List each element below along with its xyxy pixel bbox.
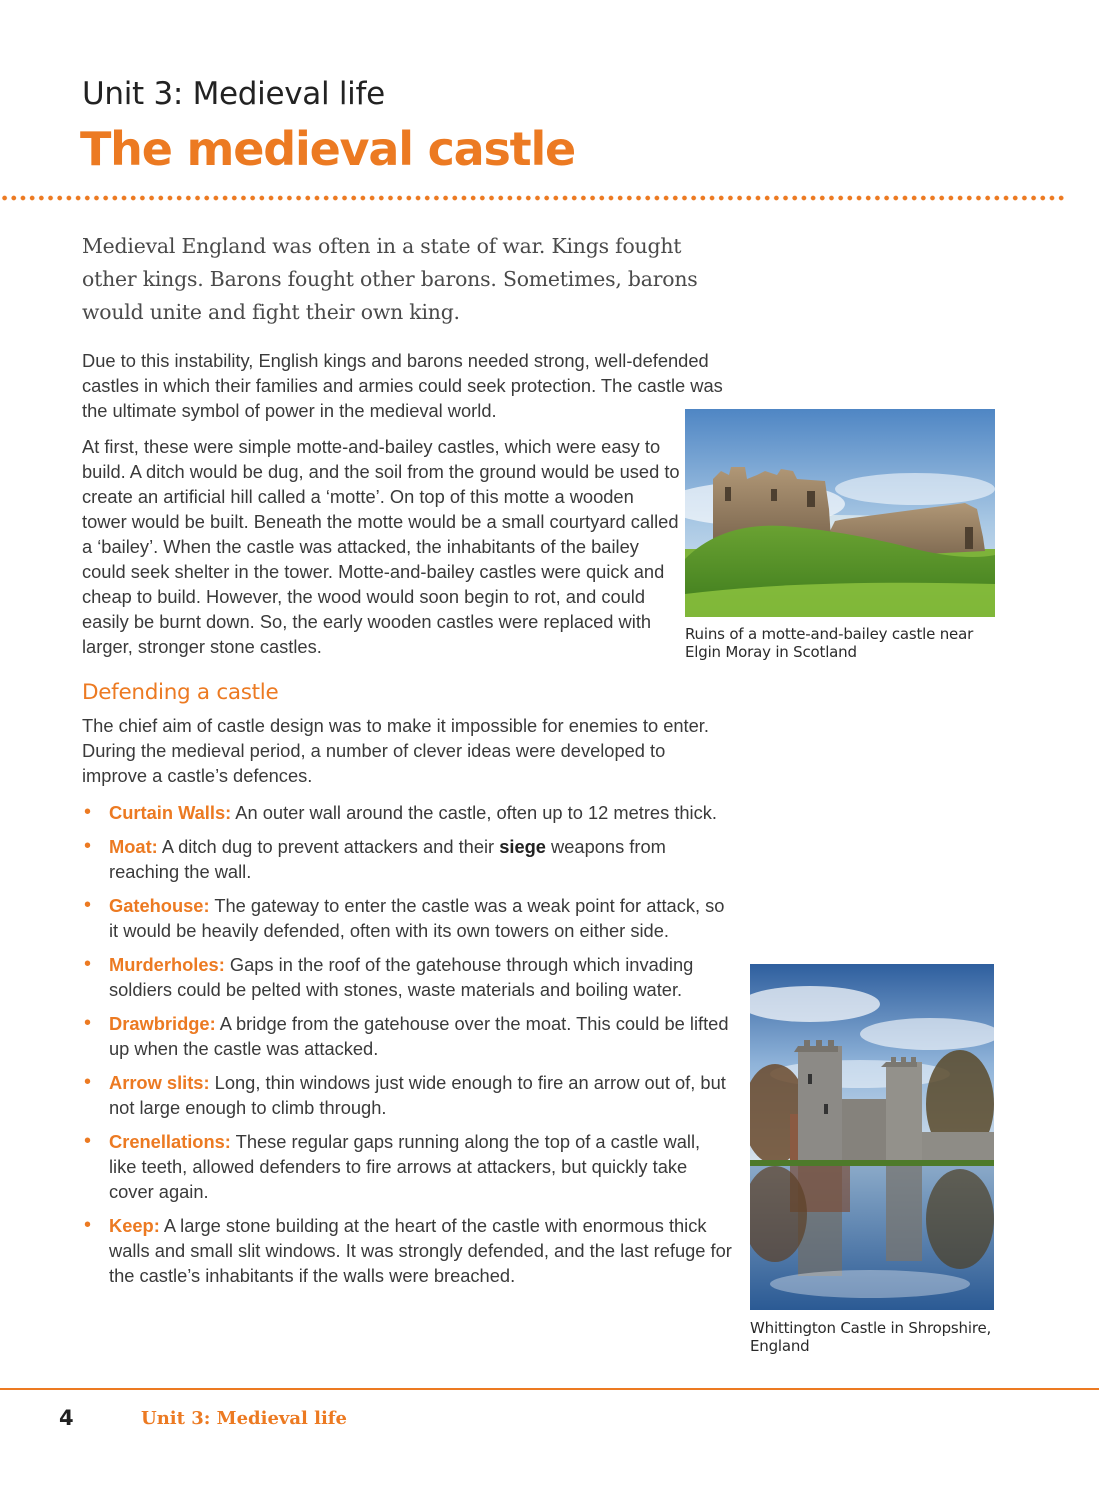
defence-list: [82, 800, 732, 1297]
list-item: [82, 834, 732, 884]
definition: Long, thin windows just wide enough to fire an arrow out of, but not large enough to climb through.: [109, 1072, 726, 1118]
definition: An outer wall around the castle, often up to 12 metres thick.: [231, 802, 717, 823]
list-item: [82, 1129, 732, 1204]
dotted-divider: [0, 194, 1066, 202]
bullet-dot: •: [84, 894, 92, 916]
body-paragraph-1: Due to this instability, English kings and barons needed strong, well-defended castles in which their families and armies could seek protection. The castle was the ultimate symbol of power in the medieval world.: [82, 350, 723, 421]
bullet-dot: •: [84, 801, 92, 823]
definition: A bridge from the gatehouse over the moat. This could be lifted up when the castle was attacked.: [109, 1013, 729, 1059]
bullet-dot: •: [84, 835, 92, 857]
intro-paragraph: Medieval England was often in a state of war. Kings fought other kings. Barons fought other barons. Sometimes, barons would unite and fight their own king.: [82, 234, 698, 324]
footer-unit-label: Unit 3: Medieval life: [141, 1408, 347, 1429]
term: Curtain Walls:: [109, 802, 232, 823]
list-item: [82, 952, 732, 1002]
definition-end: weapons from reaching the wall.: [109, 836, 666, 882]
page-title: The medieval castle: [80, 122, 576, 176]
keyword-siege: siege: [499, 836, 546, 857]
bullet-dot: •: [84, 953, 92, 975]
definition: Gaps in the roof of the gatehouse through which invading soldiers could be pelted with stones, waste materials and boiling water.: [109, 954, 694, 1000]
definition: The gateway to enter the castle was a weak point for attack, so it would be heavily defended, often with its own towers on either side.: [109, 895, 725, 941]
unit-heading: Unit 3: Medieval life: [82, 76, 385, 112]
list-item: [82, 800, 732, 825]
bullet-dot: •: [84, 1071, 92, 1093]
definition: These regular gaps running along the top of a castle wall, like teeth, allowed defenders to fire arrows at attackers, but quickly take cover again.: [109, 1131, 701, 1202]
term: Keep:: [109, 1215, 160, 1236]
bullet-dot: •: [84, 1012, 92, 1034]
term: Gatehouse:: [109, 895, 210, 916]
caption-ruins: Ruins of a motte-and-bailey castle near Elgin Moray in Scotland: [685, 625, 974, 661]
castle-ruins-photo: [685, 409, 995, 617]
bullet-dot: •: [84, 1214, 92, 1236]
list-item: [82, 1011, 732, 1061]
moated-castle-photo: [750, 964, 994, 1310]
term: Drawbridge:: [109, 1013, 216, 1034]
term: Murderholes:: [109, 954, 225, 975]
definition: A large stone building at the heart of the castle with enormous thick walls and small slit windows. It was strongly defended, and the last refuge for the castle’s inhabitants if the walls were breached.: [109, 1215, 732, 1286]
bullet-dot: •: [84, 1130, 92, 1152]
caption-whittington: Whittington Castle in Shropshire, England: [750, 1319, 992, 1355]
list-item: [82, 893, 732, 943]
term: Crenellations:: [109, 1131, 231, 1152]
definition: A ditch dug to prevent attackers and their: [157, 836, 500, 857]
term: Arrow slits:: [109, 1072, 210, 1093]
section-paragraph: The chief aim of castle design was to make it impossible for enemies to enter. During the medieval period, a number of clever ideas were developed to improve a castle’s defences.: [82, 715, 709, 786]
list-item: [82, 1070, 732, 1120]
list-item: [82, 1213, 732, 1288]
page-number: 4: [59, 1406, 74, 1430]
section-heading: Defending a castle: [82, 680, 279, 705]
body-paragraph-2: At first, these were simple motte-and-bailey castles, which were easy to build. A ditch would be dug, and the soil from the ground would be used to create an artificial hill called a ‘motte’. On top of this motte a wooden tower would be built. Beneath the motte would be a small courtyard called a ‘bailey’. When the castle was attacked, the inhabitants of the bailey could seek shelter in the tower. Motte-and-bailey castles were quick and cheap to build. However, the wood would soon begin to rot, and could easily be burnt down. So, the early wooden castles were replaced with larger, stronger stone castles.: [82, 436, 680, 657]
term: Moat:: [109, 836, 158, 857]
footer-rule: [0, 1388, 1099, 1390]
